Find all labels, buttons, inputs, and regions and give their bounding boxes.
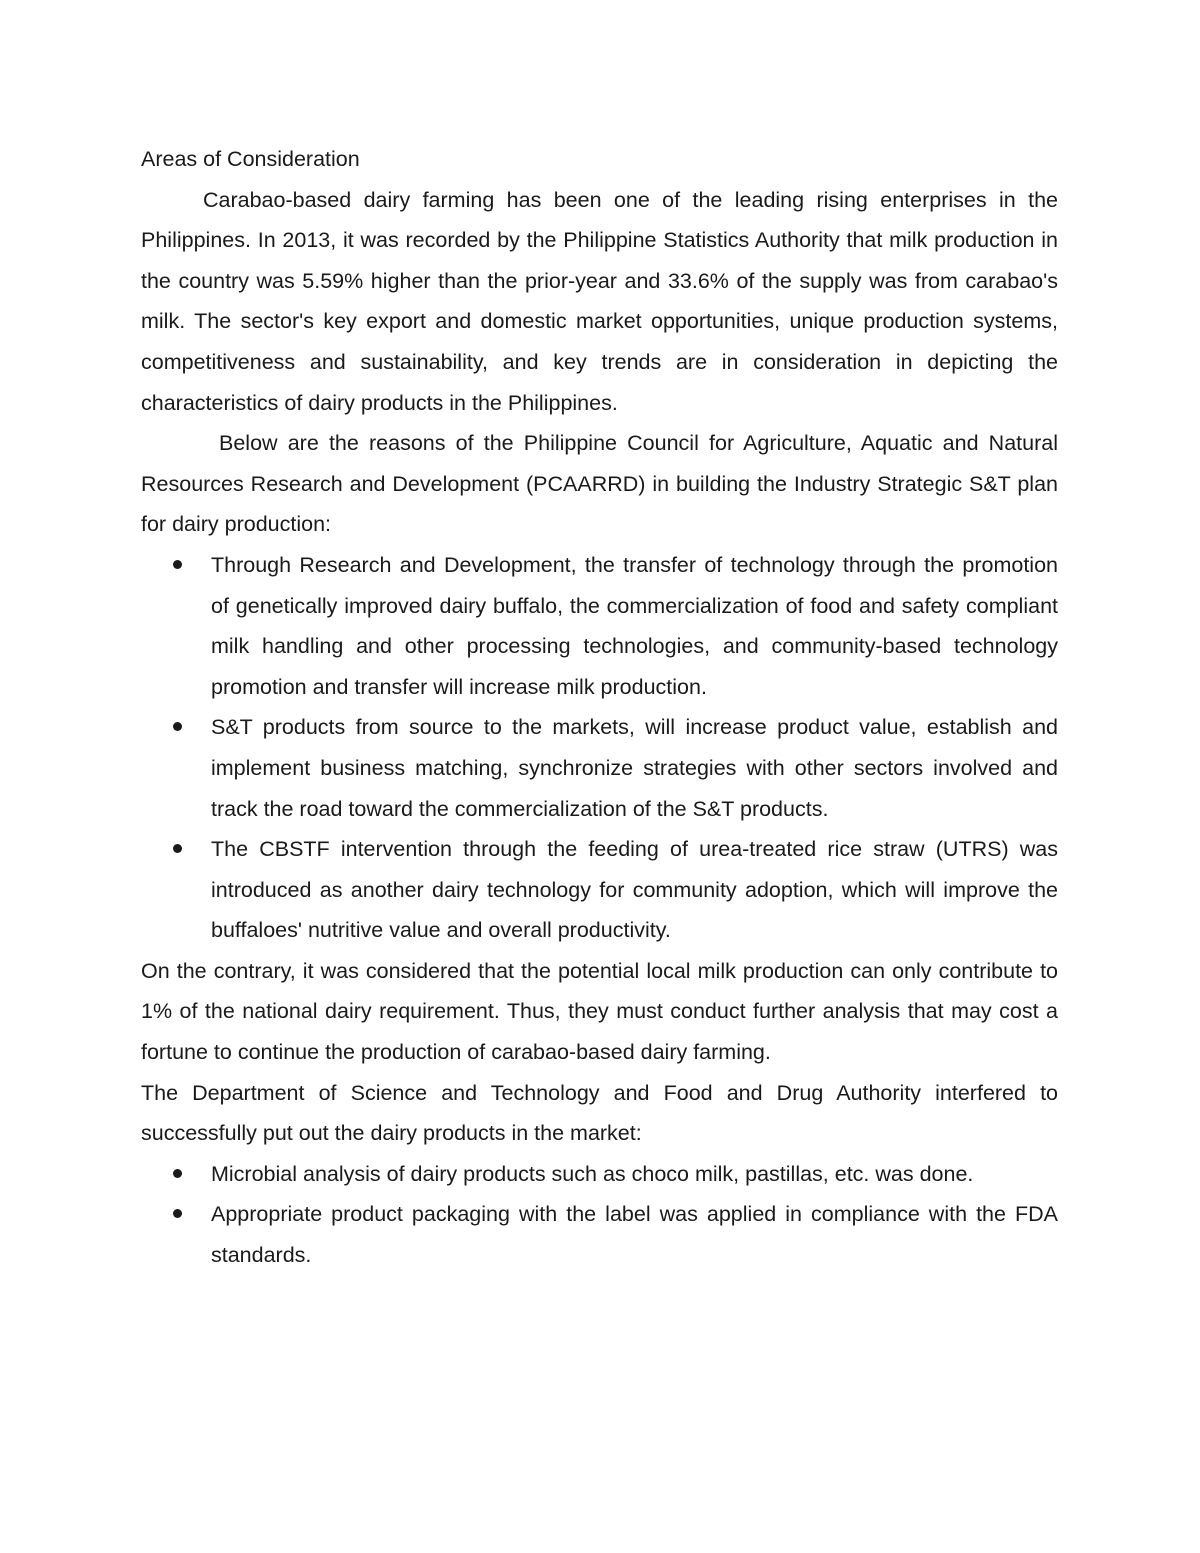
intro-paragraph: Carabao-based dairy farming has been one of the leading rising enterprises in the Philippines. In 2013, it was recorded by the Philippine Statistics Authority that milk production in the country was 5.59% higher than the prior-year and 33.6% of the supply was from carabao's milk. The sector's key export and domestic market opportunities, unique production systems, competitiveness and sustainability, and key trends are in consideration in depicting the characteristics of dairy products in the Philippines. — [141, 187, 1058, 415]
list-item-text: Appropriate product packaging with the label was applied in compliance with the FDA standards. — [211, 1202, 1058, 1268]
list-item-text: Microbial analysis of dairy products such as choco milk, pastillas, etc. was done. — [211, 1161, 974, 1186]
document-heading: Areas of Consideration — [141, 147, 360, 171]
bullet-icon — [173, 844, 182, 853]
bullet-icon — [173, 722, 182, 731]
list-item — [211, 707, 1058, 829]
document-page — [141, 139, 1058, 1276]
reasons-list — [141, 545, 1058, 951]
list-item — [211, 545, 1058, 707]
list-item-text: S&T products from source to the markets, will increase product value, establish and implement business matching, synchronize strategies with other sectors involved and track the road toward the commercialization of the S&T products. — [211, 715, 1058, 821]
contrary-paragraph: On the contrary, it was considered that the potential local milk production can only contribute to 1% of the national dairy requirement. Thus, they must conduct further analysis that may cost a fortune to continue the production of carabao-based dairy farming. — [141, 958, 1058, 1065]
actions-list — [141, 1154, 1058, 1276]
bullet-icon — [173, 1169, 182, 1178]
list-item — [211, 829, 1058, 951]
list-item-text: Through Research and Development, the transfer of technology through the promotion of genetically improved dairy buffalo, the commercialization of food and safety compliant milk handling and other processing technologies, and community-based technology promotion and transfer will increase milk production. — [211, 552, 1058, 699]
list-item — [211, 1194, 1058, 1275]
list-item — [211, 1154, 1058, 1195]
pcaarrd-reasons-paragraph: Below are the reasons of the Philippine Council for Agriculture, Aquatic and Natural Resources Research and Development (PCAARRD) in building the Industry Strategic S&T plan for dairy production: — [141, 431, 1058, 537]
dost-fda-paragraph: The Department of Science and Technology and Food and Drug Authority interfered to successfully put out the dairy products in the market: — [141, 1080, 1058, 1146]
bullet-icon — [173, 560, 182, 569]
list-item-text: The CBSTF intervention through the feeding of urea-treated rice straw (UTRS) was introduced as another dairy technology for community adoption, which will improve the buffaloes' nutritive value and overall productivity. — [211, 837, 1058, 943]
bullet-icon — [173, 1209, 182, 1218]
